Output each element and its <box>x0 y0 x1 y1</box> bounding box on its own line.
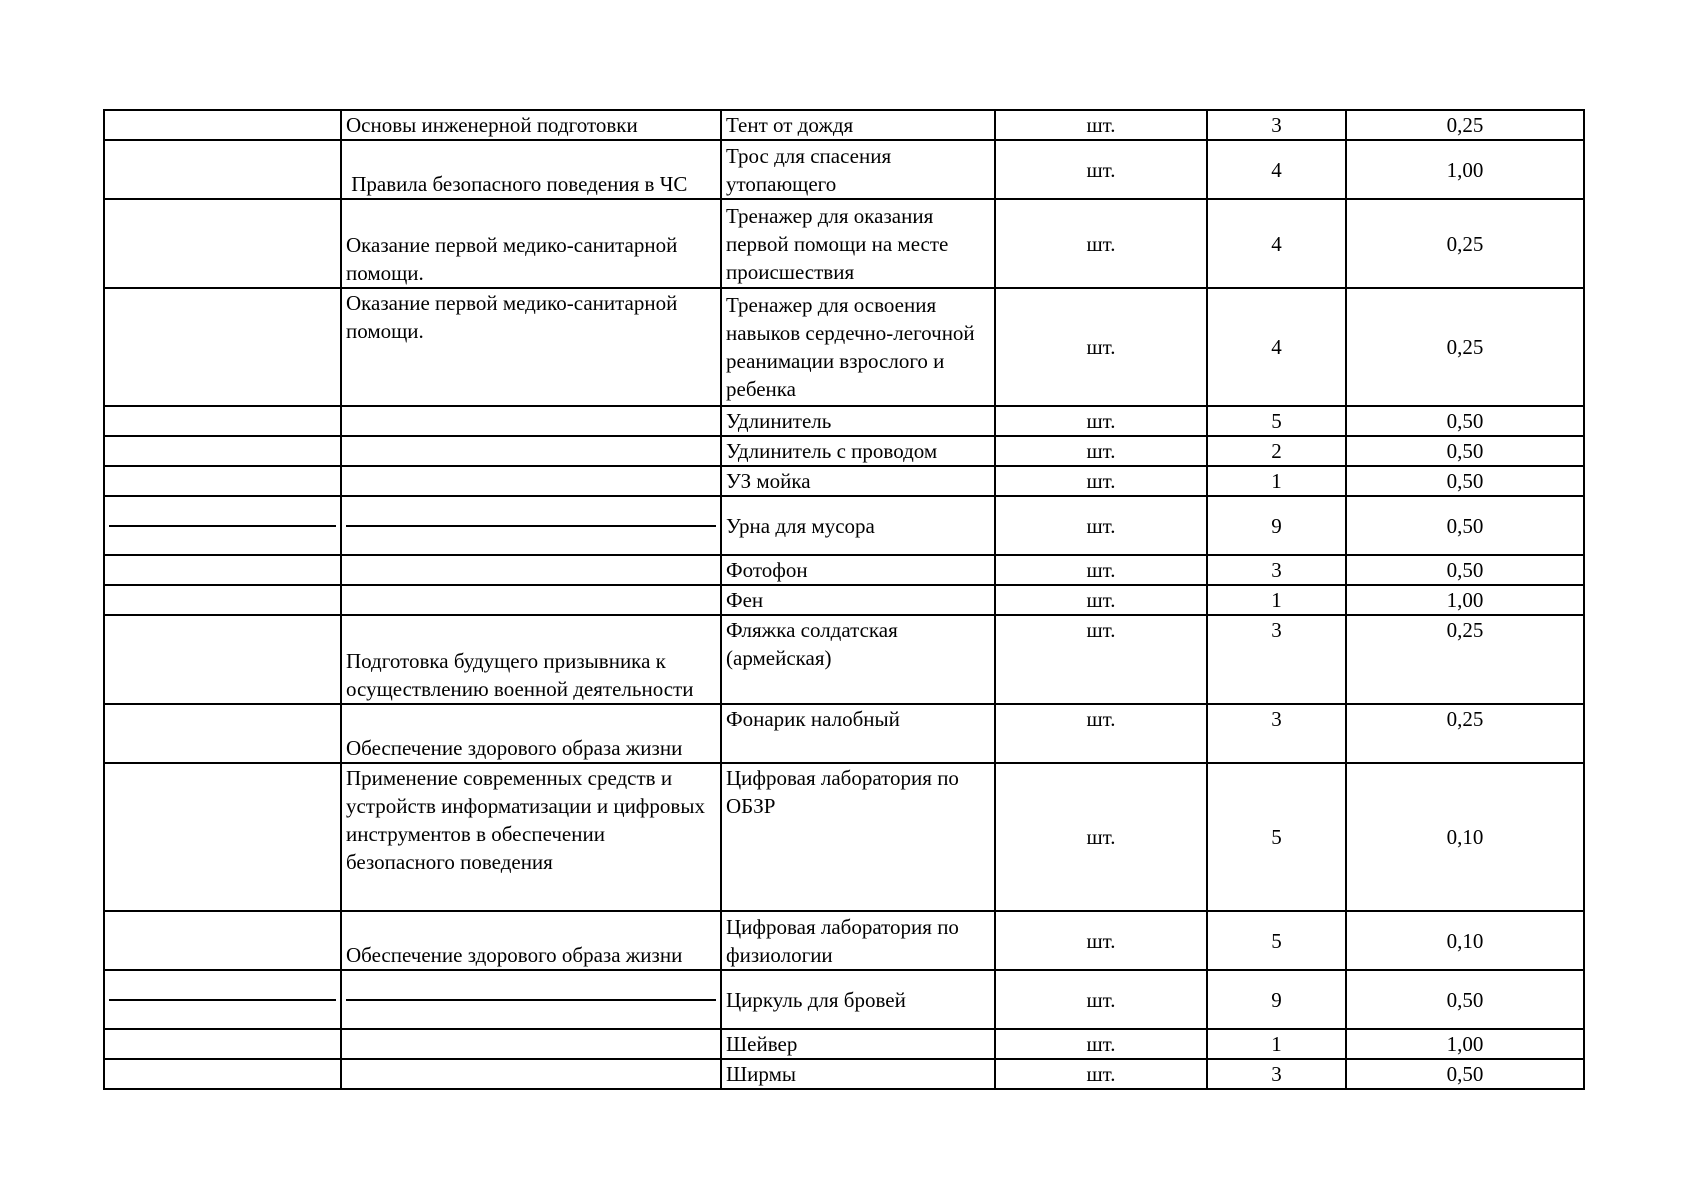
theme-cell <box>341 436 721 466</box>
quantity-cell: 5 <box>1207 911 1346 970</box>
theme-cell: Оказание первой медико-санитарной помощи. <box>341 288 721 406</box>
coefficient-cell: 0,50 <box>1346 970 1584 1029</box>
table-row <box>104 466 1584 496</box>
item-name-cell: Цифровая лаборатория по физиологии <box>721 911 995 970</box>
blank-cell <box>104 911 341 970</box>
theme-cell <box>341 496 721 555</box>
coefficient-cell: 0,25 <box>1346 199 1584 288</box>
table-row <box>104 704 1584 763</box>
theme-cell: Оказание первой медико-санитарной помощи. <box>341 199 721 288</box>
table-row <box>104 1029 1584 1059</box>
item-name-cell: Фляжка солдатская (армейская) <box>721 615 995 704</box>
unit-cell: шт. <box>995 496 1207 555</box>
theme-cell <box>341 1059 721 1089</box>
blank-cell <box>104 585 341 615</box>
table-row <box>104 436 1584 466</box>
table-row <box>104 763 1584 911</box>
item-name-cell: Тренажер для освоения навыков сердечно-легочной реанимации взрослого и ребенка <box>721 288 995 406</box>
coefficient-cell: 0,25 <box>1346 110 1584 140</box>
table-row <box>104 288 1584 406</box>
blank-cell <box>104 763 341 911</box>
quantity-cell: 4 <box>1207 140 1346 199</box>
theme-cell <box>341 585 721 615</box>
theme-cell <box>341 406 721 436</box>
unit-cell: шт. <box>995 199 1207 288</box>
unit-cell: шт. <box>995 615 1207 704</box>
quantity-cell: 9 <box>1207 496 1346 555</box>
theme-cell: Правила безопасного поведения в ЧС <box>341 140 721 199</box>
unit-cell: шт. <box>995 466 1207 496</box>
quantity-cell: 3 <box>1207 1059 1346 1089</box>
coefficient-cell: 0,50 <box>1346 436 1584 466</box>
quantity-cell: 1 <box>1207 585 1346 615</box>
item-name-cell: Шейвер <box>721 1029 995 1059</box>
table-row <box>104 911 1584 970</box>
unit-cell: шт. <box>995 406 1207 436</box>
coefficient-cell: 1,00 <box>1346 140 1584 199</box>
blank-cell <box>104 970 341 1029</box>
quantity-cell: 9 <box>1207 970 1346 1029</box>
item-name-cell: Тент от дождя <box>721 110 995 140</box>
theme-cell: Подготовка будущего призывника к осуществлению военной деятельности <box>341 615 721 704</box>
table-row <box>104 615 1584 704</box>
unit-cell: шт. <box>995 970 1207 1029</box>
quantity-cell: 3 <box>1207 704 1346 763</box>
unit-cell: шт. <box>995 704 1207 763</box>
table-row <box>104 970 1584 1029</box>
coefficient-cell: 0,50 <box>1346 555 1584 585</box>
item-name-cell: Удлинитель с проводом <box>721 436 995 466</box>
unit-cell: шт. <box>995 288 1207 406</box>
table-row <box>104 496 1584 555</box>
theme-cell <box>341 970 721 1029</box>
theme-cell: Обеспечение здорового образа жизни <box>341 911 721 970</box>
quantity-cell: 3 <box>1207 615 1346 704</box>
quantity-cell: 1 <box>1207 1029 1346 1059</box>
theme-cell: Обеспечение здорового образа жизни <box>341 704 721 763</box>
theme-cell <box>341 1029 721 1059</box>
quantity-cell: 4 <box>1207 288 1346 406</box>
blank-cell <box>104 140 341 199</box>
quantity-cell: 5 <box>1207 763 1346 911</box>
theme-cell: Основы инженерной подготовки <box>341 110 721 140</box>
blank-cell <box>104 406 341 436</box>
blank-cell <box>104 615 341 704</box>
unit-cell: шт. <box>995 911 1207 970</box>
blank-cell <box>104 110 341 140</box>
unit-cell: шт. <box>995 436 1207 466</box>
coefficient-cell: 0,50 <box>1346 1059 1584 1089</box>
blank-cell <box>104 436 341 466</box>
item-name-cell: УЗ мойка <box>721 466 995 496</box>
table-row <box>104 110 1584 140</box>
coefficient-cell: 1,00 <box>1346 1029 1584 1059</box>
table-row <box>104 406 1584 436</box>
coefficient-cell: 0,25 <box>1346 615 1584 704</box>
theme-cell <box>341 555 721 585</box>
table-row <box>104 585 1584 615</box>
unit-cell: шт. <box>995 585 1207 615</box>
item-name-cell: Трос для спасения утопающего <box>721 140 995 199</box>
coefficient-cell: 0,25 <box>1346 704 1584 763</box>
coefficient-cell: 1,00 <box>1346 585 1584 615</box>
item-name-cell: Урна для мусора <box>721 496 995 555</box>
blank-cell <box>104 288 341 406</box>
unit-cell: шт. <box>995 1029 1207 1059</box>
item-name-cell: Удлинитель <box>721 406 995 436</box>
theme-cell <box>341 466 721 496</box>
table-row <box>104 1059 1584 1089</box>
unit-cell: шт. <box>995 1059 1207 1089</box>
quantity-cell: 2 <box>1207 436 1346 466</box>
table-row <box>104 140 1584 199</box>
blank-cell <box>104 704 341 763</box>
blank-cell <box>104 1059 341 1089</box>
quantity-cell: 3 <box>1207 555 1346 585</box>
coefficient-cell: 0,50 <box>1346 466 1584 496</box>
coefficient-cell: 0,10 <box>1346 911 1584 970</box>
quantity-cell: 1 <box>1207 466 1346 496</box>
quantity-cell: 4 <box>1207 199 1346 288</box>
coefficient-cell: 0,50 <box>1346 496 1584 555</box>
item-name-cell: Тренажер для оказания первой помощи на месте происшествия <box>721 199 995 288</box>
coefficient-cell: 0,25 <box>1346 288 1584 406</box>
item-name-cell: Цифровая лаборатория по ОБЗР <box>721 763 995 911</box>
blank-cell <box>104 466 341 496</box>
blank-cell <box>104 555 341 585</box>
coefficient-cell: 0,50 <box>1346 406 1584 436</box>
unit-cell: шт. <box>995 140 1207 199</box>
quantity-cell: 3 <box>1207 110 1346 140</box>
theme-cell: Применение современных средств и устройств информатизации и цифровых инструментов в обеспечении безопасного поведения <box>341 763 721 911</box>
unit-cell: шт. <box>995 763 1207 911</box>
blank-cell <box>104 496 341 555</box>
table-row <box>104 555 1584 585</box>
coefficient-cell: 0,10 <box>1346 763 1584 911</box>
item-name-cell: Циркуль для бровей <box>721 970 995 1029</box>
equipment-table <box>103 109 1585 1090</box>
blank-cell <box>104 199 341 288</box>
blank-cell <box>104 1029 341 1059</box>
item-name-cell: Фен <box>721 585 995 615</box>
item-name-cell: Ширмы <box>721 1059 995 1089</box>
table-row <box>104 199 1584 288</box>
unit-cell: шт. <box>995 555 1207 585</box>
item-name-cell: Фонарик налобный <box>721 704 995 763</box>
quantity-cell: 5 <box>1207 406 1346 436</box>
item-name-cell: Фотофон <box>721 555 995 585</box>
unit-cell: шт. <box>995 110 1207 140</box>
